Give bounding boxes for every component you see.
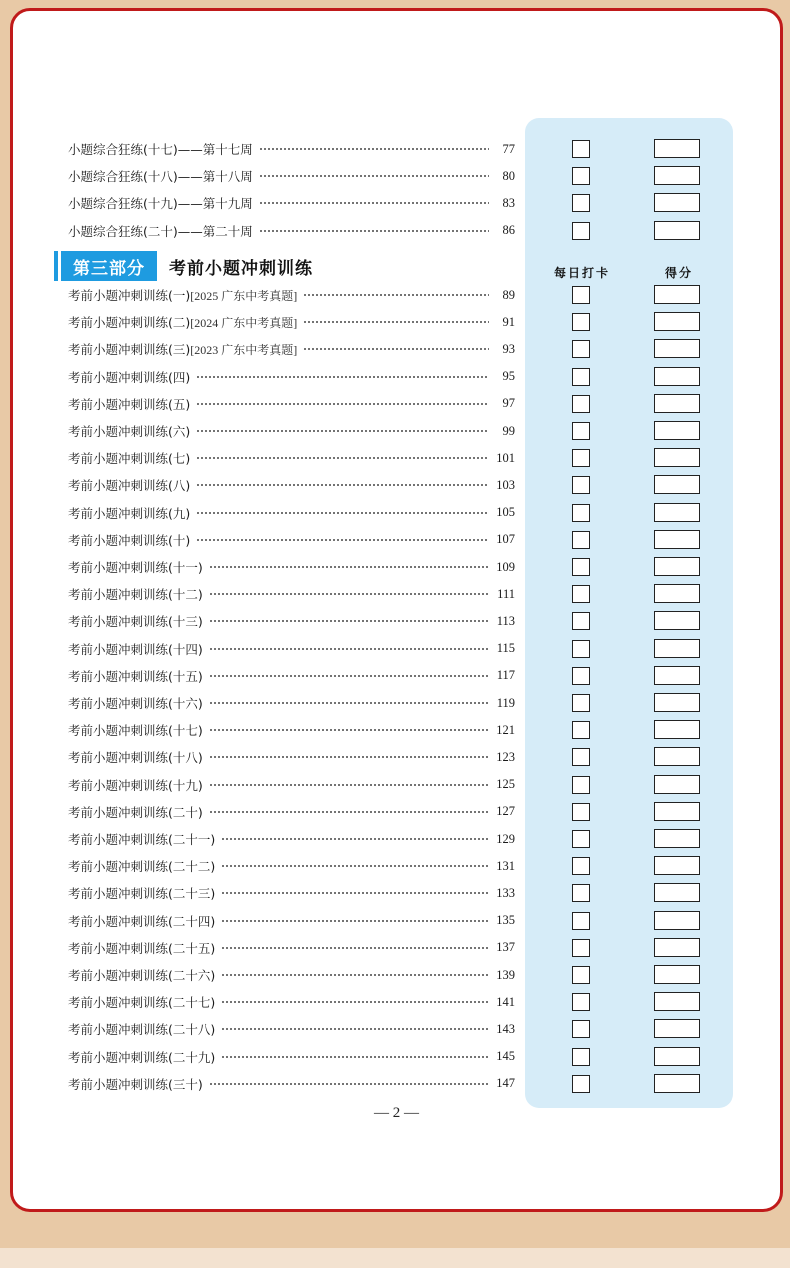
toc-entry-title: 考前小题冲刺训练(十八) (68, 750, 203, 766)
score-box[interactable] (654, 394, 700, 413)
score-box[interactable] (654, 584, 700, 603)
checkin-checkbox[interactable] (572, 912, 590, 930)
page-number: — 2 — (374, 1105, 419, 1121)
toc-entry-note: [2025 广东中考真题] (190, 288, 298, 303)
toc-entry-page: 103 (496, 477, 515, 492)
checkin-checkbox[interactable] (572, 721, 590, 739)
toc-entry-title: 考前小题冲刺训练(二十五) (68, 940, 216, 956)
dot-leader (196, 512, 489, 514)
toc-entry-title: 小题综合狂练(十八)——第十八周 (68, 169, 253, 185)
toc-entry (68, 220, 515, 242)
checkin-checkbox[interactable] (572, 395, 590, 413)
dot-leader (209, 702, 489, 704)
toc-entry-page: 139 (496, 967, 515, 982)
toc-entry-title: 考前小题冲刺训练(二) (68, 315, 191, 331)
checkin-checkbox[interactable] (572, 194, 590, 212)
toc-entry (68, 610, 515, 632)
toc-entry-page: 89 (502, 287, 515, 302)
toc-entry-title: 考前小题冲刺训练(二十九) (68, 1049, 216, 1065)
dot-leader (209, 648, 489, 650)
score-box[interactable] (654, 530, 700, 549)
checkin-checkbox[interactable] (572, 140, 590, 158)
toc-entry (68, 393, 515, 415)
checkin-checkbox[interactable] (572, 1048, 590, 1066)
toc-entry (68, 638, 515, 660)
section-accent-bar (54, 251, 58, 281)
dot-leader (221, 865, 489, 867)
toc-entry-page: 99 (502, 423, 515, 438)
toc-entry-page: 80 (502, 168, 515, 183)
checkin-checkbox[interactable] (572, 286, 590, 304)
score-box[interactable] (654, 1074, 700, 1093)
toc-entry-page: 133 (496, 885, 515, 900)
toc-entry-title: 小题综合狂练(十七)——第十七周 (68, 142, 253, 157)
toc-entry-page: 117 (496, 668, 515, 683)
dot-leader (221, 1028, 489, 1030)
dot-leader (196, 403, 489, 405)
score-box[interactable] (654, 775, 700, 794)
dot-leader (196, 539, 489, 541)
toc-entry (68, 1018, 515, 1040)
score-box[interactable] (654, 911, 700, 930)
checkin-checkbox[interactable] (572, 1075, 590, 1093)
toc-entry-title: 考前小题冲刺训练(二十一) (68, 832, 216, 847)
score-box[interactable] (654, 720, 700, 739)
score-box[interactable] (654, 666, 700, 685)
section-header (54, 251, 313, 281)
dot-leader (209, 784, 489, 786)
dot-leader (209, 566, 489, 568)
toc-entry (68, 529, 515, 551)
toc-entry-page: 93 (502, 341, 515, 356)
score-box[interactable] (654, 992, 700, 1011)
score-box[interactable] (654, 312, 700, 331)
dot-leader (303, 348, 489, 350)
bottom-background-strip (0, 1248, 790, 1268)
checkin-checkbox[interactable] (572, 340, 590, 358)
checkin-checkbox[interactable] (572, 1020, 590, 1038)
toc-entry (68, 583, 515, 605)
toc-entry (68, 1073, 515, 1095)
toc-entry-page: 131 (496, 858, 515, 873)
toc-entry-page: 141 (496, 994, 515, 1009)
score-box[interactable] (654, 802, 700, 821)
dot-leader (221, 1001, 489, 1003)
dot-leader (259, 230, 489, 232)
toc-entry-title: 考前小题冲刺训练(十二) (68, 587, 203, 603)
score-box[interactable] (654, 1047, 700, 1066)
toc-entry-title: 小题综合狂练(二十)——第二十周 (68, 223, 253, 239)
checkin-checkbox[interactable] (572, 776, 590, 794)
score-column-header: 得分 (665, 266, 694, 280)
toc-entry-page: 77 (502, 141, 515, 156)
toc-entry (68, 192, 515, 214)
toc-entry (68, 138, 515, 160)
toc-entry (68, 1046, 515, 1068)
toc-entry-page: 97 (502, 396, 515, 411)
dot-leader (303, 294, 489, 296)
toc-entry-page: 113 (496, 613, 515, 628)
toc-entry-page: 127 (496, 804, 515, 819)
toc-entry-page: 147 (496, 1076, 515, 1091)
toc-entry (68, 502, 515, 524)
toc-entry-page: 119 (496, 695, 515, 710)
dot-leader (209, 811, 489, 813)
toc-entry-title: 考前小题冲刺训练(三) (68, 342, 191, 358)
dot-leader (209, 620, 489, 622)
score-box[interactable] (654, 139, 700, 158)
toc-entry-title: 考前小题冲刺训练(九) (68, 505, 191, 521)
toc-entry-title: 考前小题冲刺训练(二十三) (68, 886, 216, 902)
dot-leader (209, 1083, 489, 1085)
score-box[interactable] (654, 1019, 700, 1038)
toc-entry (68, 284, 515, 306)
toc-entry-page: 111 (497, 586, 515, 601)
checkin-checkbox[interactable] (572, 476, 590, 494)
toc-entry-page: 121 (496, 722, 515, 737)
toc-entry-title: 考前小题冲刺训练(十) (68, 532, 191, 548)
checkin-checkbox[interactable] (572, 803, 590, 821)
toc-entry-title: 考前小题冲刺训练(十一) (68, 560, 203, 575)
checkin-checkbox[interactable] (572, 222, 590, 240)
score-box[interactable] (654, 221, 700, 240)
toc-entry (68, 964, 515, 986)
toc-entry-title: 考前小题冲刺训练(一) (68, 288, 191, 303)
toc-entry-page: 129 (496, 831, 515, 846)
checkin-checkbox[interactable] (572, 748, 590, 766)
toc-entry-page: 137 (496, 940, 515, 955)
checkin-checkbox[interactable] (572, 504, 590, 522)
dot-leader (221, 947, 489, 949)
checkin-checkbox[interactable] (572, 667, 590, 685)
checkin-checkbox[interactable] (572, 422, 590, 440)
checkin-checkbox[interactable] (572, 313, 590, 331)
dot-leader (259, 148, 489, 150)
toc-entry-note: [2024 广东中考真题] (190, 315, 298, 330)
dot-leader (196, 484, 489, 486)
score-box[interactable] (654, 965, 700, 984)
score-box[interactable] (654, 938, 700, 957)
checkin-checkbox[interactable] (572, 694, 590, 712)
checkin-checkbox[interactable] (572, 167, 590, 185)
toc-entry-page: 123 (496, 749, 515, 764)
toc-entry-page: 125 (496, 777, 515, 792)
toc-entry-title: 考前小题冲刺训练(二十二) (68, 859, 216, 875)
toc-entry (68, 910, 515, 932)
toc-entry-title: 考前小题冲刺训练(二十六) (68, 968, 216, 983)
toc-entry (68, 165, 515, 187)
toc-entry (68, 474, 515, 496)
checkin-checkbox[interactable] (572, 857, 590, 875)
toc-entry (68, 991, 515, 1013)
toc-entry-page: 107 (496, 532, 515, 547)
dot-leader (303, 321, 489, 323)
dot-leader (209, 756, 489, 758)
dot-leader (221, 838, 489, 840)
checkin-checkbox[interactable] (572, 612, 590, 630)
dot-leader (196, 457, 489, 459)
checkin-checkbox[interactable] (572, 830, 590, 848)
toc-entry-title: 考前小题冲刺训练(七) (68, 451, 191, 467)
toc-entry-title: 考前小题冲刺训练(二十八) (68, 1022, 216, 1038)
toc-entry-title: 考前小题冲刺训练(二十) (68, 804, 203, 820)
toc-entry-title: 考前小题冲刺训练(六) (68, 424, 191, 439)
dot-leader (209, 593, 489, 595)
toc-entry-page: 109 (496, 559, 515, 574)
toc-entry (68, 719, 515, 741)
toc-entry (68, 801, 515, 823)
dot-leader (259, 175, 489, 177)
toc-entry-title: 小题综合狂练(十九)——第十九周 (68, 196, 253, 212)
score-box[interactable] (654, 193, 700, 212)
toc-entry-page: 105 (496, 505, 515, 520)
score-box[interactable] (654, 367, 700, 386)
toc-entry-page: 83 (502, 195, 515, 210)
checkin-checkbox[interactable] (572, 939, 590, 957)
toc-entry-title: 考前小题冲刺训练(三十) (68, 1076, 203, 1092)
score-box[interactable] (654, 448, 700, 467)
toc-entry-page: 86 (502, 223, 515, 238)
toc-entry-title: 考前小题冲刺训练(十六) (68, 696, 203, 711)
checkin-checkbox[interactable] (572, 558, 590, 576)
score-box[interactable] (654, 883, 700, 902)
score-box[interactable] (654, 475, 700, 494)
toc-entry-page: 91 (502, 314, 515, 329)
toc-entry (68, 665, 515, 687)
dot-leader (209, 675, 489, 677)
dot-leader (221, 892, 489, 894)
toc-entry (68, 774, 515, 796)
toc-entry-page: 115 (496, 641, 515, 656)
document-page (10, 8, 783, 1212)
checkin-checkbox[interactable] (572, 966, 590, 984)
score-box[interactable] (654, 747, 700, 766)
checkin-checkbox[interactable] (572, 531, 590, 549)
section-title: 考前小题冲刺训练 (169, 258, 313, 279)
score-box[interactable] (654, 503, 700, 522)
dot-leader (221, 974, 489, 976)
toc-entry-title: 考前小题冲刺训练(五) (68, 396, 191, 412)
score-box[interactable] (654, 285, 700, 304)
toc-entry-page: 143 (496, 1021, 515, 1036)
toc-entry (68, 338, 515, 360)
toc-entry-page: 135 (496, 913, 515, 928)
toc-entry (68, 746, 515, 768)
toc-entry-title: 考前小题冲刺训练(十七) (68, 723, 203, 739)
dot-leader (221, 920, 489, 922)
score-box[interactable] (654, 856, 700, 875)
toc-entry (68, 311, 515, 333)
score-box[interactable] (654, 421, 700, 440)
checkin-checkbox[interactable] (572, 585, 590, 603)
checkin-checkbox[interactable] (572, 640, 590, 658)
score-box[interactable] (654, 166, 700, 185)
toc-entry (68, 447, 515, 469)
toc-entry (68, 937, 515, 959)
toc-entry (68, 556, 515, 578)
toc-entry-note: [2023 广东中考真题] (190, 342, 298, 357)
dot-leader (259, 202, 489, 204)
checkin-checkbox[interactable] (572, 449, 590, 467)
dot-leader (209, 729, 489, 731)
toc-entry (68, 366, 515, 388)
checkin-checkbox[interactable] (572, 368, 590, 386)
score-box[interactable] (654, 611, 700, 630)
score-box[interactable] (654, 639, 700, 658)
toc-entry (68, 692, 515, 714)
toc-entry-title: 考前小题冲刺训练(四) (68, 369, 191, 385)
score-box[interactable] (654, 829, 700, 848)
toc-entry (68, 882, 515, 904)
toc-entry-page: 95 (502, 369, 515, 384)
toc-entry-page: 145 (496, 1049, 515, 1064)
checkin-checkbox[interactable] (572, 884, 590, 902)
section-badge: 第三部分 (61, 251, 157, 281)
toc-entry-title: 考前小题冲刺训练(二十七) (68, 995, 216, 1011)
toc-entry (68, 855, 515, 877)
toc-entry-title: 考前小题冲刺训练(十三) (68, 614, 203, 630)
checkin-column-header: 每日打卡 (554, 266, 611, 280)
toc-entry-title: 考前小题冲刺训练(十四) (68, 641, 203, 657)
dot-leader (221, 1056, 489, 1058)
score-box[interactable] (654, 339, 700, 358)
score-box[interactable] (654, 557, 700, 576)
toc-entry (68, 828, 515, 850)
toc-entry-page: 101 (496, 450, 515, 465)
dot-leader (196, 430, 489, 432)
score-box[interactable] (654, 693, 700, 712)
toc-entry-title: 考前小题冲刺训练(八) (68, 478, 191, 494)
dot-leader (196, 376, 489, 378)
toc-entry-title: 考前小题冲刺训练(十五) (68, 668, 203, 684)
toc-entry-title: 考前小题冲刺训练(十九) (68, 777, 203, 793)
toc-entry-title: 考前小题冲刺训练(二十四) (68, 913, 216, 929)
checkin-checkbox[interactable] (572, 993, 590, 1011)
toc-entry (68, 420, 515, 442)
